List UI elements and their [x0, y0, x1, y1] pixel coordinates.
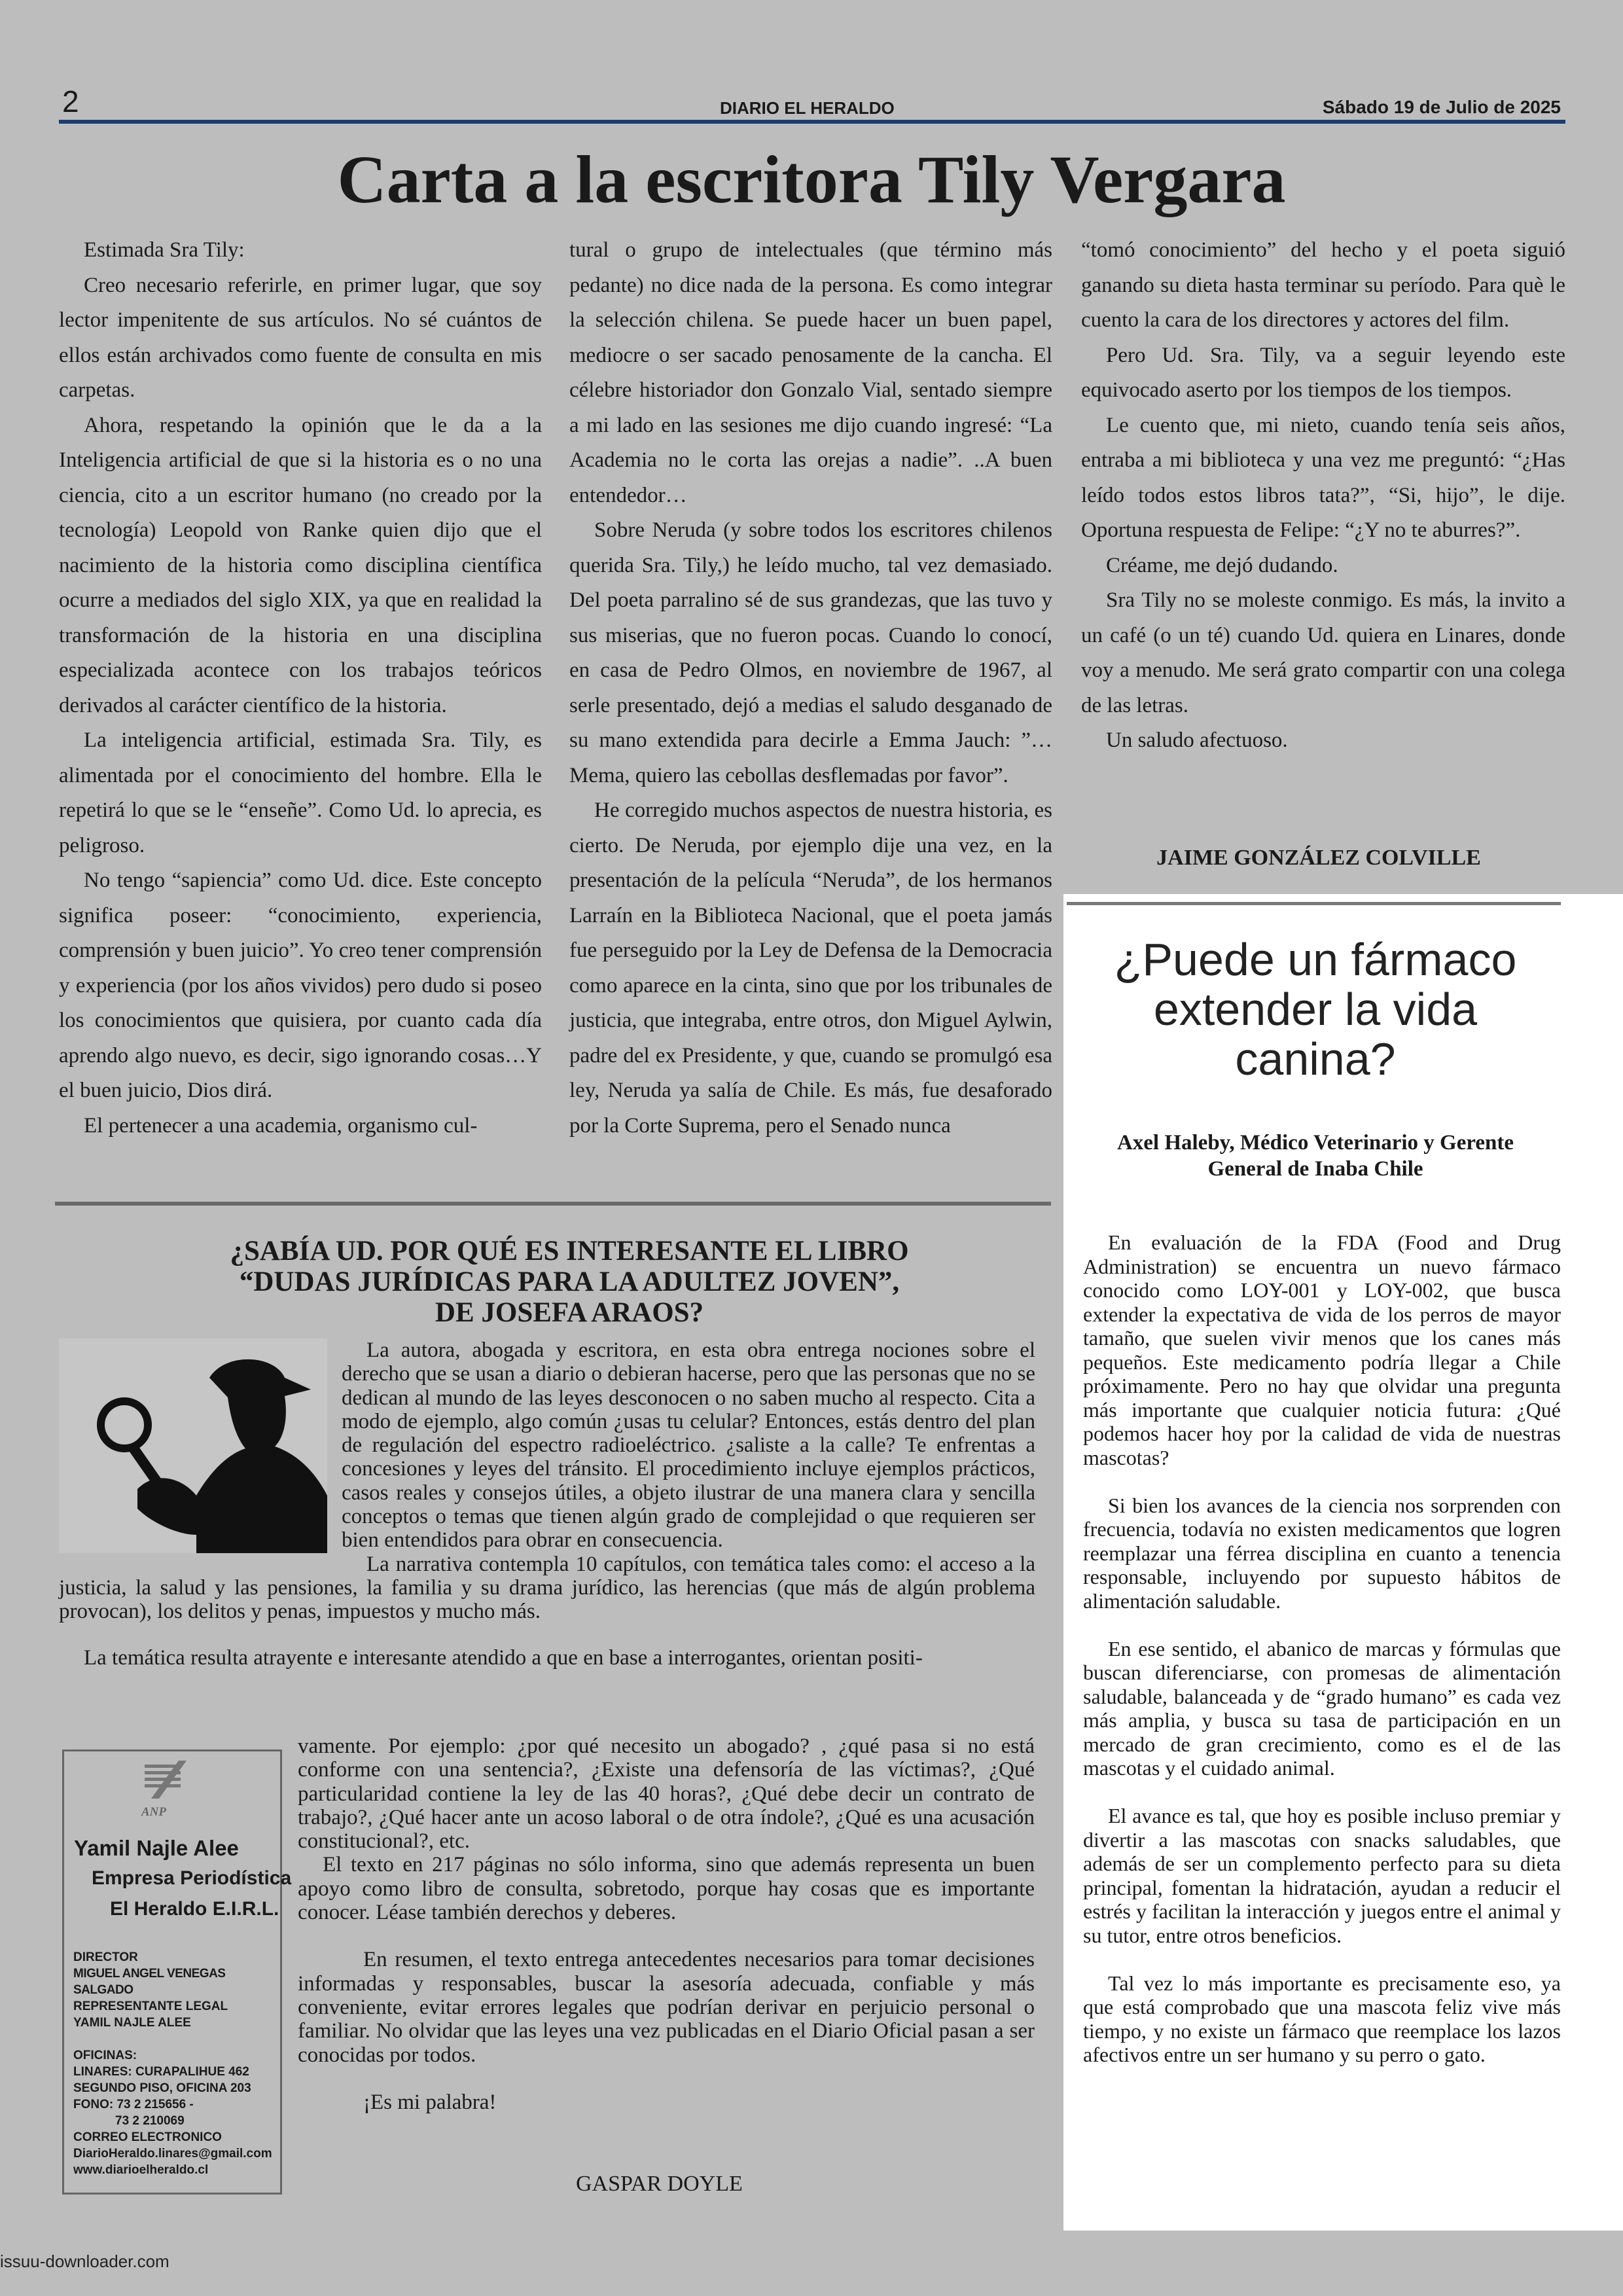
letter-title: Carta a la escritora Tily Vergara [337, 142, 1286, 217]
letter-paragraph: He corregido muchos aspectos de nuestra historia, es cierto. De Neruda, por ejemplo dije una vez, en la presentación de la película “Neruda”, de los hermanos Larraín en la Biblioteca Nacional, que el poeta jamás fue perseguido por la Ley de Defensa de la Democracia como aparece en la cinta, sino que por los tribunales de justicia, que integraba, entre otros, don Miguel Aylwin, padre del ex Presidente, y que, cuando se promulgó esa ley, Neruda ya salía de Chile. Es más, fue desaforado por la Corte Suprema, pero el Senado nunca [569, 798, 1052, 1138]
letter-paragraph: “tomó conocimiento” del hecho y el poeta siguió ganando su dieta hasta terminar su período. Para què le cuento la cara de los directores y actores del film. [1081, 238, 1565, 332]
book-paragraph: El texto en 217 páginas no sólo informa, sino que además representa un buen apoyo como libro de consulta, sobretodo, porque hay cosas que es importante conocer. Léase también derechos y deberes. [298, 1853, 1035, 1925]
newspaper-name: DIARIO EL HERALDO [720, 98, 895, 118]
legal-label: REPRESENTANTE LEGAL [73, 2000, 228, 2013]
book-headline [72, 1236, 1067, 1328]
letter-column-1 [59, 233, 542, 1143]
letter-signature: JAIME GONZÁLEZ COLVILLE [1156, 846, 1481, 870]
book-paragraph: vamente. Por ejemplo: ¿por qué necesito un abogado? , ¿qué pasa si no está conforme con una sentencia?, ¿Existe una defensoría de las víctimas?, ¿Qué particularidad contiene la ley de las 40 horas?, ¿Qué debe decir un contrato de trabajo?, ¿Qué hacer ante un acoso laboral o de otra índole?, ¿Qué es una acusación constitucional?, etc. [298, 1734, 1035, 1854]
letter-paragraph: Pero Ud. Sra. Tily, va a seguir leyendo este equivocado aserto por los tiempos de los tiempos. [1081, 343, 1565, 402]
sidebar-paragraph: El avance es tal, que hoy es posible incluso premiar y divertir a las mascotas con snacks saludables, que además de ser un complemento perfecto para su dieta principal, fomentan la hidratación, ayudan a reducir el estrés y facilitan la interacción y juegos entre el animal y su tutor, entre otros beneficios. [1083, 1804, 1561, 1947]
letter-paragraph: Creo necesario referirle, en primer lugar, que soy lector impenitente de sus artículos. No sé cuántos de ellos están archivados como fuente de consulta en mis carpetas. [59, 273, 542, 402]
letter-column-2 [569, 233, 1052, 1143]
offices-label: OFICINAS: [73, 2049, 137, 2062]
book-paragraph: La temática resulta atrayente e interesante atendido a que en base a interrogantes, orientan positi- [84, 1645, 923, 1670]
letter-salutation: Estimada Sra Tily: [84, 238, 245, 262]
anp-logo-icon [139, 1759, 192, 1805]
phone: FONO: 73 2 215656 - [73, 2098, 194, 2111]
book-article-body [59, 1338, 1035, 1670]
masthead-company: Empresa Periodística [92, 1867, 292, 1889]
page-number: 2 [62, 84, 79, 118]
letter-paragraph: El pertenecer a una academia, organismo cul- [84, 1113, 478, 1138]
letter-paragraph: Sobre Neruda (y sobre todos los escritores chilenos querida Sra. Tily,) he leído mucho, tal vez demasiado. Del poeta parralino sé de sus grandezas, que las tuvo y sus miserias, que no fueron pocas. Cuando lo conocí, en casa de Pedro Olmos, en noviembre de 1967, al serle presentado, dejó a medias el saludo desganado de su mano extendida para decirle a Emma Jauch: ”…Mema, quiero las cebollas desflemadas por favor”. [569, 518, 1052, 787]
book-author: GASPAR DOYLE [576, 2172, 743, 2196]
sidebar-title: ¿Puede un fármaco extender la vida canina? [1114, 934, 1517, 1085]
sidebar-paragraph: En evaluación de la FDA (Food and Drug Administration) se encuentra un nuevo fármaco conocido como LOY-001 y LOY-002, que busca extender la expectativa de vida de los perros de mayor tamaño, que suelen vivir menos que los canes más pequeños. Este medicamento podría llegar a Chile próximamente. Pero no hay que olvidar una pregunta más importante que cualquier noticia futura: ¿Qué podemos hacer hoy por la calidad de vida de nuestras mascotas? [1083, 1230, 1561, 1469]
book-paragraph: En resumen, el texto entrega antecedentes necesarios para tomar decisiones informadas y responsables, buscar la asesoría adecuada, confiable y más conveniente, evitar errores legales que podrían derivar en perjuicio personal o familiar. No olvidar que las leyes una vez publicadas en el Diario Oficial pasan a ser conocidas por todos. [298, 1948, 1035, 2067]
watermark: issuu-downloader.com [0, 2251, 169, 2271]
sidebar-paragraph: Tal vez lo más importante es precisamente eso, ya que está comprobado que una mascota feliz vive más tiempo, y no existe un fármaco que reemplace los lazos afectivos entre un ser humano y su perro o gato. [1083, 1971, 1561, 2066]
sidebar-author-line: General de Inaba Chile [1207, 1157, 1423, 1181]
director-label: DIRECTOR [73, 1950, 138, 1964]
letter-column-3 [1081, 233, 1565, 759]
letter-paragraph: Ahora, respetando la opinión que le da a la Inteligencia artificial de que si la historia es o no una ciencia, cito a un escritor humano (no creado por la tecnología) Leopold von Ranke quien dijo que el nacimiento de la historia como disciplina científica ocurre a mediados del siglo XIX, ya que en realidad la transformación de la historia en una disciplina especializada acontece con los trabajos teóricos derivados al carácter científico de la historia. [59, 413, 542, 717]
phone: 73 2 210069 [115, 2114, 185, 2128]
sidebar-author [1077, 1130, 1554, 1182]
email-label: CORREO ELECTRONICO [73, 2130, 222, 2144]
book-headline-line: DE JOSEFA ARAOS? [435, 1297, 704, 1328]
book-headline-line: “DUDAS JURÍDICAS PARA LA ADULTEZ JOVEN”, [239, 1266, 900, 1297]
anp-logo-text: ANP [141, 1805, 166, 1819]
legal-name: YAMIL NAJLE ALEE [73, 2016, 191, 2030]
book-paragraph: La narrativa contempla 10 capítulos, con temática tales como: el acceso a la justicia, la salud y las pensiones, la familia y su drama jurídico, las herencias (que más de algún problema provocan), los delitos y penas, impuestos y mucho más. [59, 1552, 1035, 1624]
letter-paragraph: Un saludo afectuoso. [1106, 728, 1288, 752]
book-paragraph: La autora, abogada y escritora, en esta obra entrega nociones sobre el derecho que se usan a diario o debieran hacerse, pero que las personas que no se dedican al mundo de las leyes desconocen o no saben mucho al respecto. Cita a modo de ejemplo, algo común ¿usas tu celular? Entonces, estás dentro del plan de regulación del espectro radioeléctrico. ¿saliste a la calle? Te enfrentas a concesiones y leyes del tránsito. El procedimiento incluye ejemplos prácticos, casos reales y consejos útiles, a objeto ilustrar de una manera clara y sencilla conceptos o temas que tienen algún grado de complejidad o que requieren ser bien entendidos para obrar en consecuencia. [342, 1338, 1035, 1552]
letter-paragraph: Sra Tily no se moleste conmigo. Es más, la invito a un café (o un té) cuando Ud. quiera en Linares, donde voy a menudo. Me será grato compartir con una colega de las letras. [1081, 588, 1565, 717]
director-name: MIGUEL ANGEL VENEGAS SALGADO [73, 1967, 226, 1997]
masthead-details [73, 1949, 283, 2178]
letter-paragraph: No tengo “sapiencia” como Ud. dice. Este concepto significa poseer: “conocimiento, experiencia, comprensión y buen juicio”. Yo creo tener comprensión y experiencia (por los años vividos) pero dudo si poseo los conocimientos que quisiera, por cuanto cada día aprendo algo nuevo, es decir, sigo ignorando cosas…Y el buen juicio, Dios dirá. [59, 869, 542, 1102]
letter-paragraph: tural o grupo de intelectuales (que término más pedante) no dice nada de la persona. Es como integrar la selección chilena. Se puede hacer un buen papel, mediocre o ser sacado penosamente de la cancha. El célebre historiador don Gonzalo Vial, sentado siempre a mi lado en las sesiones me dijo cuando ingresé: “La Academia no le corta las orejas a nadie”. ..A buen entendedor… [569, 238, 1052, 507]
office-address: LINARES: CURAPALIHUE 462 [73, 2065, 249, 2079]
sidebar-top-rule [1067, 902, 1561, 905]
sidebar-paragraph: Si bien los avances de la ciencia nos sorprenden con frecuencia, todavía no existen medicamentos que logren reemplazar una férrea disciplina en cuanto a tenencia responsable, incluyendo por supuesto hábitos de alimentación saludable. [1083, 1493, 1561, 1613]
header-rule [59, 120, 1565, 124]
masthead-company: El Heraldo E.I.R.L. [110, 1898, 279, 1920]
sidebar-paragraph: En ese sentido, el abanico de marcas y fórmulas que buscan diferenciarse, con promesas de alimentación saludable, balanceada y de “grado humano” es cada vez más amplia, y busca su tasa de participación en un mercado de gran crecimiento, como es el de las mascotas y el cuidado animal. [1083, 1636, 1561, 1780]
letter-paragraph: La inteligencia artificial, estimada Sra. Tily, es alimentada por el conocimiento del hombre. Ella le repetirá lo que se le “enseñe”. Como Ud. lo aprecia, es peligroso. [59, 728, 542, 857]
detective-silhouette-image [59, 1338, 327, 1553]
masthead-name: Yamil Najle Alee [74, 1836, 239, 1860]
sidebar-author-line: Axel Haleby, Médico Veterinario y Gerente [1116, 1131, 1514, 1155]
issue-date: Sábado 19 de Julio de 2025 [1322, 97, 1561, 117]
sidebar-body [1083, 1230, 1561, 2090]
email: DiarioHeraldo.linares@gmail.com [73, 2147, 272, 2161]
letter-paragraph: Créame, me dejó dudando. [1106, 553, 1338, 577]
book-closing: ¡Es mi palabra! [363, 2090, 497, 2114]
book-headline-line: ¿SABÍA UD. POR QUÉ ES INTERESANTE EL LIBRO [230, 1236, 909, 1266]
letter-paragraph: Le cuento que, mi nieto, cuando tenía seis años, entraba a mi biblioteca y una vez me preguntó: “¿Has leído todos estos libros tata?”, “Si, hijo”, le dije. Oportuna respuesta de Felipe: “¿Y no te aburres?”. [1081, 413, 1565, 542]
book-article-body-continued [298, 1734, 1035, 2114]
section-divider [55, 1202, 1051, 1206]
office-address: SEGUNDO PISO, OFICINA 203 [73, 2081, 251, 2095]
detective-silhouette-icon [59, 1338, 327, 1553]
website: www.diarioelheraldo.cl [73, 2163, 209, 2177]
